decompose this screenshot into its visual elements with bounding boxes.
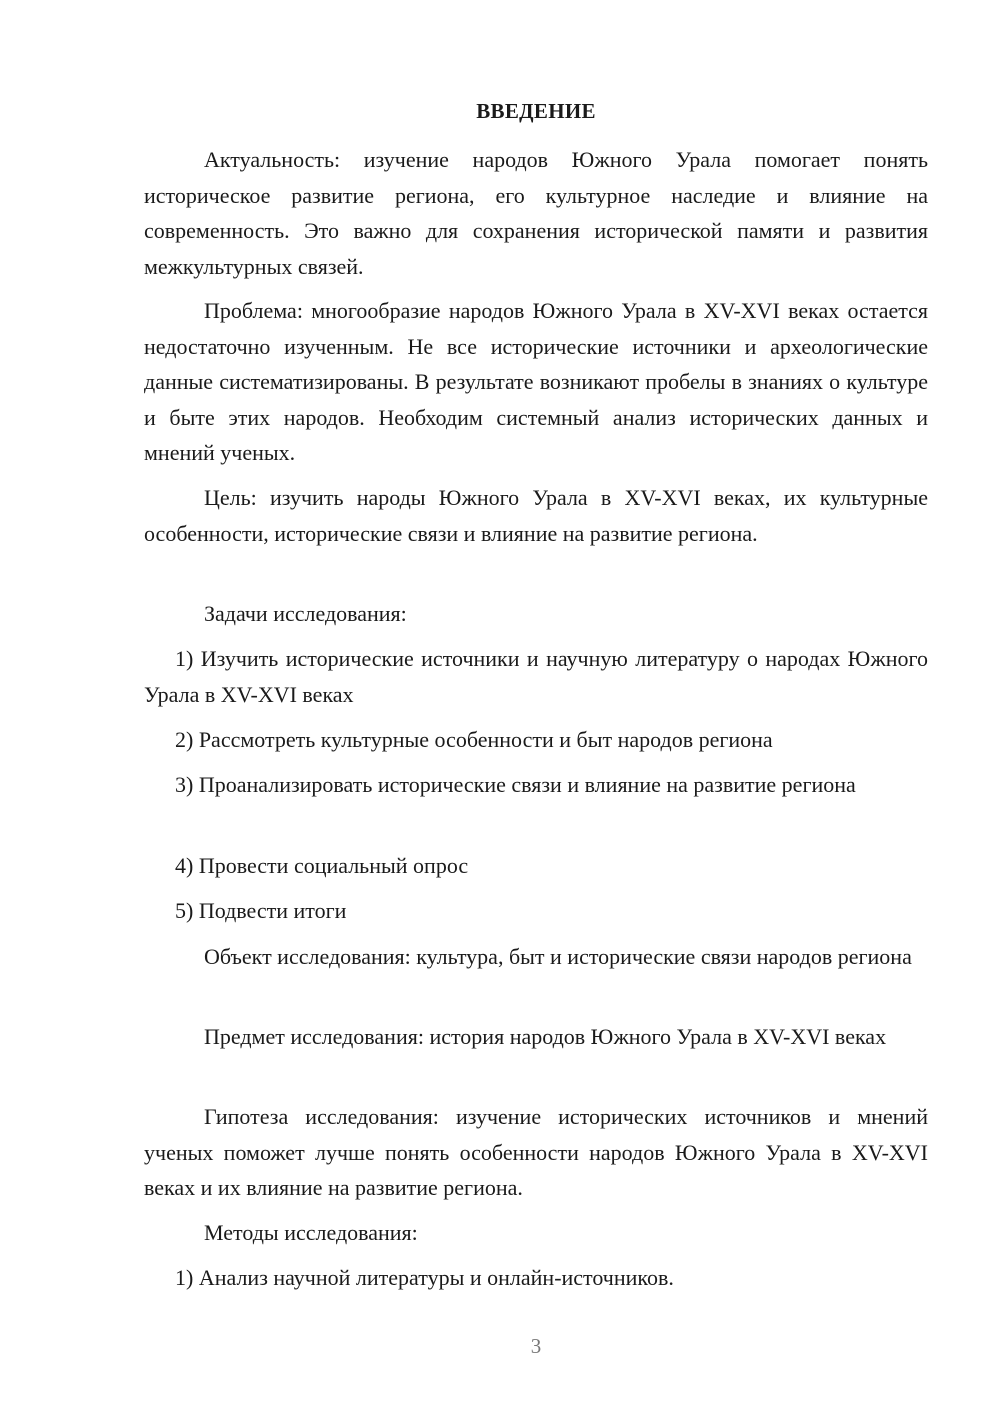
tasks-title: Задачи исследования: xyxy=(204,601,407,626)
subject-paragraph: Предмет исследования: история народов Южного Урала в XV-XVI веках xyxy=(204,1024,887,1049)
method-item-1: 1) Анализ научной литературы и онлайн-источников. xyxy=(175,1265,674,1290)
task-item-2: 2) Рассмотреть культурные особенности и быт народов региона xyxy=(175,727,773,752)
section-heading: ВВЕДЕНИЕ xyxy=(476,99,596,123)
task-item-1: 1) Изучить исторические источники и научную литературу о народах Южного Урала в XV-XVI веках xyxy=(144,646,928,707)
problem-paragraph: Проблема: многообразие народов Южного Урала в XV-XVI веках остается недостаточно изученным. Не все исторические источники и археологические данные систематизированы. В результате возникают пробелы в знаниях о культуре и быте этих народов. Необходим системный анализ исторических данных и мнений ученых. xyxy=(144,298,928,465)
goal-paragraph: Цель: изучить народы Южного Урала в XV-XVI веках, их культурные особенности, исторические связи и влияние на развитие региона. xyxy=(144,485,928,546)
methods-title: Методы исследования: xyxy=(204,1220,418,1245)
task-item-5: 5) Подвести итоги xyxy=(175,898,347,923)
object-paragraph: Объект исследования: культура, быт и исторические связи народов региона xyxy=(204,944,912,969)
relevance-paragraph: Актуальность: изучение народов Южного Урала помогает понять историческое развитие региона, его культурное наследие и влияние на современность. Это важно для сохранения исторической памяти и развития межкультурных связей. xyxy=(144,147,928,279)
hypothesis-paragraph: Гипотеза исследования: изучение исторических источников и мнений ученых поможет лучше понять особенности народов Южного Урала в XV-XVI веках и их влияние на развитие региона. xyxy=(144,1104,928,1200)
task-item-4: 4) Провести социальный опрос xyxy=(175,853,469,878)
page-number: 3 xyxy=(530,1334,542,1358)
task-item-3: 3) Проанализировать исторические связи и влияние на развитие региона xyxy=(175,772,856,797)
